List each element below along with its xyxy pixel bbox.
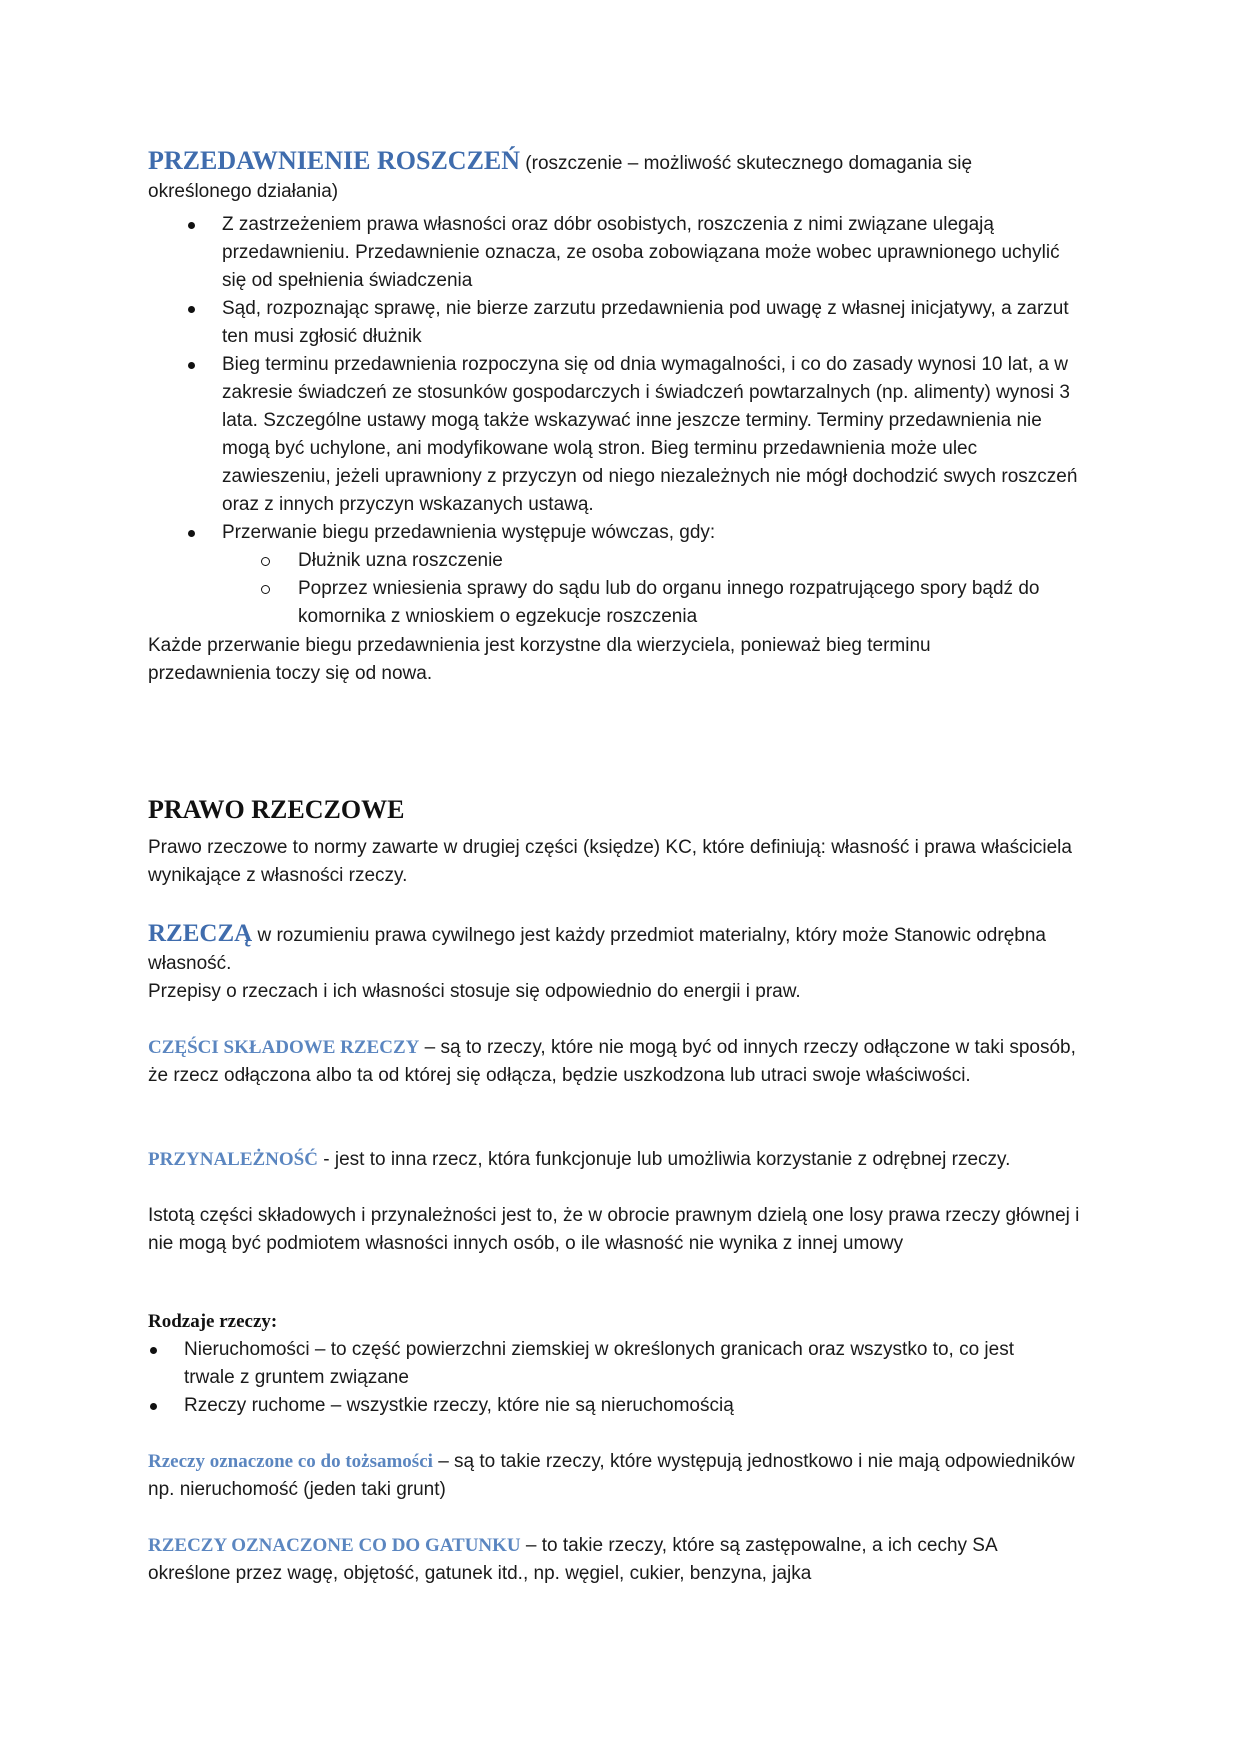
definition-text: – to takie rzeczy, które są zastępowalne, a ich cechy SA określone przez wagę, objętość, gatunek itd., np. węgiel, cukier, benzyna, jajka [148, 1535, 997, 1584]
list-item-text: Poprzez wniesienia sprawy do sądu lub do organu innego rozpatrującego spory bądź do komornika z wnioskiem o egzekucje roszczenia [298, 578, 1040, 627]
list-item [148, 1336, 1068, 1392]
list-item [148, 295, 1088, 351]
list-item [148, 519, 1088, 547]
bullet-icon [188, 306, 195, 313]
section-subtitle: (roszczenie – możliwość skutecznego domagania się określonego działania) [148, 153, 973, 202]
section-title: PRZEDAWNIENIE ROSZCZEŃ [148, 146, 521, 175]
przedawnienie-closing: Każde przerwanie biegu przedawnienia jest korzystne dla wierzyciela, ponieważ bieg terminu przedawnienia toczy się od nowa. [148, 635, 931, 684]
term-przynaleznosc: PRZYNALEŻNOŚĆ [148, 1149, 318, 1170]
definition-text: w rozumieniu prawa cywilnego jest każdy przedmiot materialny, który może Stanowic odrębna własność. [148, 925, 1046, 974]
hollow-bullet-icon [261, 585, 270, 594]
tozsamosc-definition [148, 1448, 1088, 1504]
definition-text: – są to rzeczy, które nie mogą być od innych rzeczy odłączone w taki sposób, że rzecz odłączona albo ta od której się odłącza, będzie uszkodzona lub utraci swoje właściwości. [148, 1037, 1076, 1086]
rodzaje-bullet-list [148, 1336, 1068, 1420]
bullet-icon [150, 1403, 157, 1410]
gatunek-definition [148, 1532, 1078, 1588]
section-przedawnienie-heading [148, 147, 1048, 206]
bullet-icon [188, 362, 195, 369]
sub-list-item [148, 547, 1088, 575]
list-item-text: Dłużnik uzna roszczenie [298, 550, 503, 571]
definition-text: - jest to inna rzecz, która funkcjonuje lub umożliwia korzystanie z odrębnej rzeczy. [317, 1149, 1011, 1170]
hollow-bullet-icon [261, 557, 270, 566]
list-item-text: Sąd, rozpoznając sprawę, nie bierze zarzutu przedawnienia pod uwagę z własnej inicjatywy, a zarzut ten musi zgłosić dłużnik [222, 298, 1069, 347]
list-item [148, 211, 1088, 295]
definition-text: – są to takie rzeczy, które występują jednostkowo i nie mają odpowiedników np. nieruchomość (jeden taki grunt) [148, 1451, 1075, 1500]
rzecza-definition [148, 920, 1078, 978]
rodzaje-rzeczy-heading: Rodzaje rzeczy: [148, 1311, 278, 1332]
term-czesci-skladowe: CZĘŚCI SKŁADOWE RZECZY [148, 1037, 420, 1058]
bullet-icon [188, 530, 195, 537]
term-rzecza: RZECZĄ [148, 920, 253, 947]
przedawnienie-bullet-list [148, 211, 1088, 631]
przynaleznosc-note: Istotą części składowych i przynależności jest to, że w obrocie prawnym dzielą one losy prawa rzeczy głównej i nie mogą być podmiotem własności innych osób, o ile własność nie wynika z innej umowy [148, 1205, 1080, 1254]
prawo-rzeczowe-intro: Prawo rzeczowe to normy zawarte w drugiej części (księdze) KC, które definiują: własność i prawa właściciela wynikające z własności rzeczy. [148, 837, 1072, 886]
bullet-icon [188, 222, 195, 229]
list-item [148, 1392, 1068, 1420]
sub-list-item [148, 575, 1088, 631]
bullet-icon [150, 1347, 157, 1354]
list-item-text: Rzeczy ruchome – wszystkie rzeczy, które nie są nieruchomością [184, 1395, 734, 1416]
przynaleznosc-definition [148, 1146, 1078, 1174]
rzecza-note: Przepisy o rzeczach i ich własności stosuje się odpowiednio do energii i praw. [148, 981, 801, 1002]
term-gatunek: RZECZY OZNACZONE CO DO GATUNKU [148, 1535, 521, 1556]
list-item-text: Bieg terminu przedawnienia rozpoczyna się od dnia wymagalności, i co do zasady wynosi 10 lat, a w zakresie świadczeń ze stosunków gospodarczych i świadczeń powtarzalnych (np. alimenty) wynosi 3 lata. Szczególne ustawy mogą także wskazywać inne jeszcze terminy. Terminy przedawnienia nie mogą być uchylone, ani modyfikowane wolą stron. Bieg terminu przedawnienia może ulec zawieszeniu, jeżeli uprawniony z przyczyn od niego niezależnych nie mógł dochodzić swych roszczeń oraz z innych przyczyn wskazanych ustawą. [222, 354, 1078, 515]
list-item-text: Przerwanie biegu przedawnienia występuje wówczas, gdy: [222, 522, 716, 543]
section-title-prawo-rzeczowe: PRAWO RZECZOWE [148, 795, 405, 824]
term-tozsamosc: Rzeczy oznaczone co do tożsamości [148, 1451, 433, 1472]
list-item [148, 351, 1088, 519]
list-item-text: Z zastrzeżeniem prawa własności oraz dóbr osobistych, roszczenia z nimi związane ulegają przedawnieniu. Przedawnienie oznacza, ze osoba zobowiązana może wobec uprawnionego uchylić się od spełnienia świadczenia [222, 214, 1060, 291]
czesci-skladowe-definition [148, 1034, 1078, 1090]
list-item-text: Nieruchomości – to część powierzchni ziemskiej w określonych granicach oraz wszystko to, co jest trwale z gruntem związane [184, 1339, 1014, 1388]
